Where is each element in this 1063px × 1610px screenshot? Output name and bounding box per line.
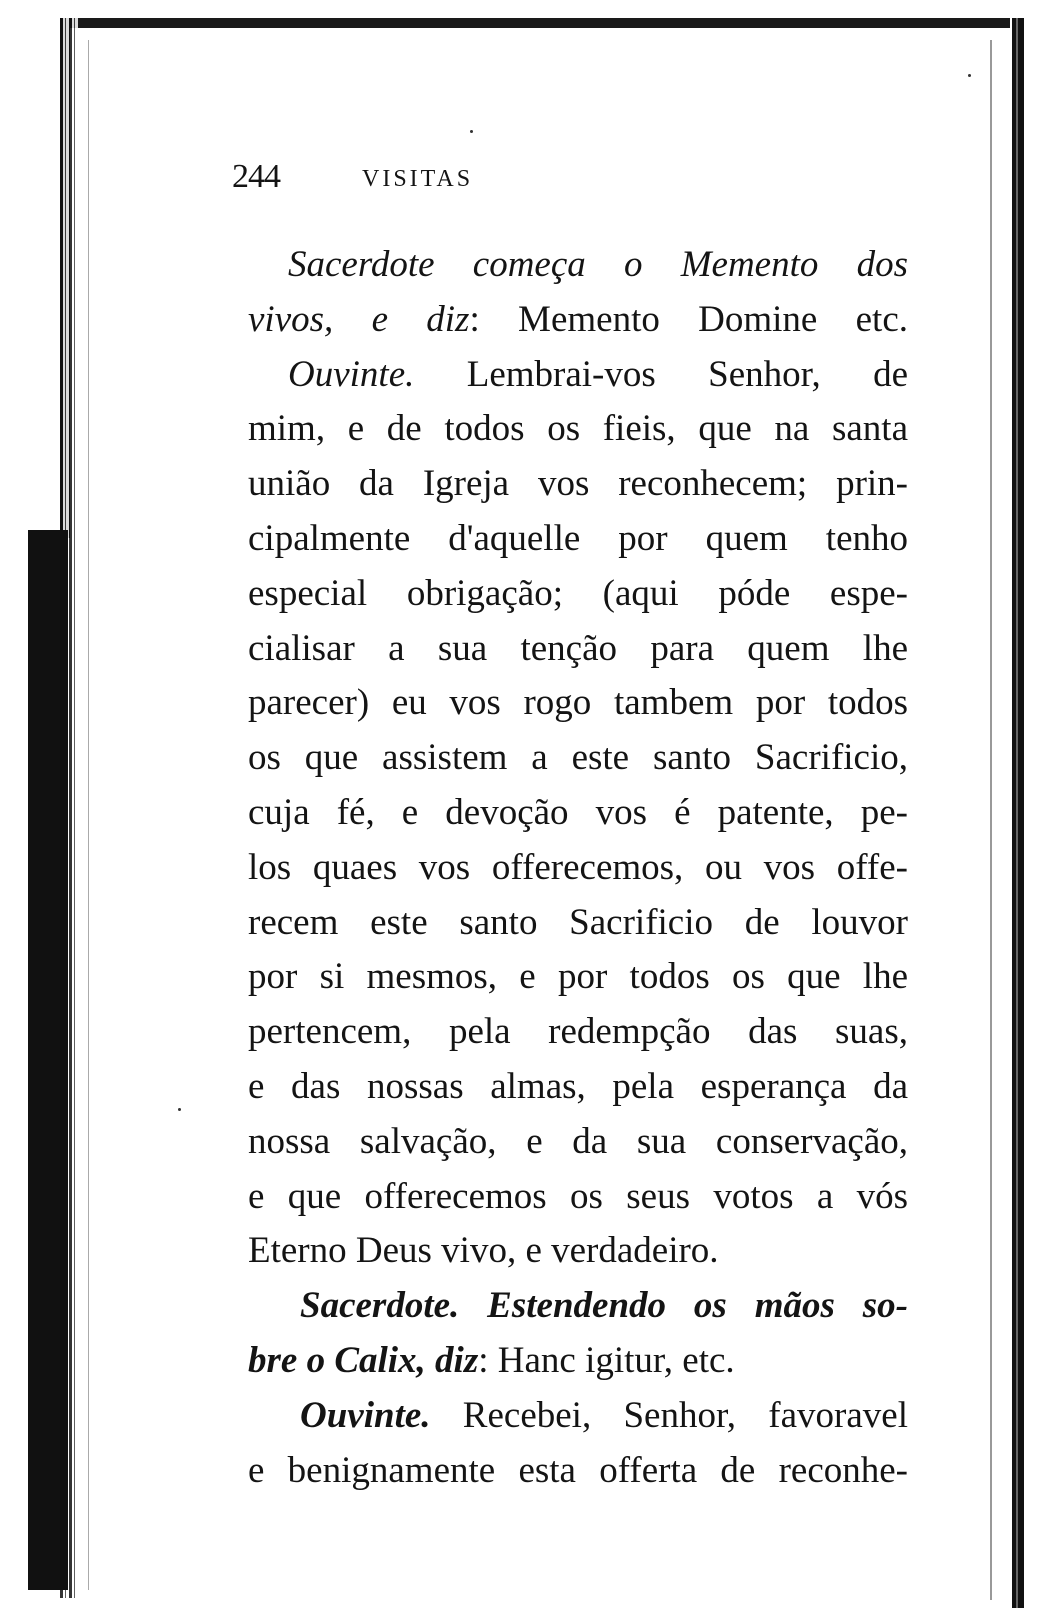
text-line bbox=[248, 512, 908, 567]
text-segment: : Hanc igitur, etc. bbox=[478, 1339, 735, 1381]
text-line bbox=[248, 676, 908, 731]
text-segment: cipalmente d'aquelle por quem tenho bbox=[248, 517, 908, 559]
text-segment: los quaes vos offerecemos, ou vos offe- bbox=[248, 846, 908, 888]
text-line bbox=[248, 1444, 908, 1499]
page-inner-edge-right bbox=[990, 40, 992, 1600]
text-segment: por si mesmos, e por todos os que lhe bbox=[248, 956, 908, 998]
page-frame-right bbox=[1012, 18, 1024, 1608]
scan-speck bbox=[968, 74, 971, 77]
page-frame-left-bottom bbox=[28, 530, 68, 1590]
text-segment: Lembrai-vos Senhor, de bbox=[414, 353, 908, 395]
text-line bbox=[248, 786, 908, 841]
text-segment: união da Igreja vos reconhecem; prin- bbox=[248, 463, 908, 505]
text-line bbox=[248, 622, 908, 677]
text-line bbox=[248, 238, 908, 293]
text-segment: parecer) eu vos rogo tambem por todos bbox=[248, 682, 908, 724]
scan-speck bbox=[178, 1108, 181, 1111]
text-segment: : Memento Domine etc. bbox=[469, 298, 909, 340]
text-segment: e benignamente esta offerta de reconhe- bbox=[248, 1449, 908, 1491]
scan-speck bbox=[470, 130, 473, 133]
text-segment: Sacerdote começa o Memento dos bbox=[288, 244, 908, 285]
text-line bbox=[248, 457, 908, 512]
text-line bbox=[248, 950, 908, 1005]
text-line bbox=[248, 1115, 908, 1170]
running-head: VISITAS bbox=[362, 166, 474, 192]
text-segment: e das nossas almas, pela esperança da bbox=[248, 1065, 908, 1107]
text-line bbox=[248, 1224, 908, 1279]
text-line bbox=[248, 1170, 908, 1225]
page-header bbox=[232, 158, 832, 198]
text-segment: vivos, e diz bbox=[248, 298, 470, 340]
text-segment: mim, e de todos os fieis, que na santa bbox=[248, 408, 908, 450]
text-line bbox=[248, 1005, 908, 1060]
text-line bbox=[248, 402, 908, 457]
text-line bbox=[248, 1334, 908, 1389]
text-segment: Ouvinte. bbox=[288, 353, 415, 395]
text-segment: Recebei, Senhor, favoravel bbox=[430, 1394, 908, 1436]
text-line bbox=[248, 731, 908, 786]
text-segment: recem este santo Sacrificio de louvor bbox=[248, 901, 908, 943]
text-line bbox=[248, 1279, 908, 1334]
text-segment: pertencem, pela redempção das suas, bbox=[248, 1011, 908, 1053]
text-line bbox=[248, 293, 908, 348]
text-segment: Sacerdote. Estendendo os mãos so- bbox=[300, 1285, 908, 1327]
text-line bbox=[248, 1389, 908, 1444]
text-line bbox=[248, 841, 908, 896]
text-segment: especial obrigação; (aqui póde espe- bbox=[248, 572, 908, 614]
text-line bbox=[248, 348, 908, 403]
page-frame-top bbox=[60, 18, 1010, 28]
page-inner-edge bbox=[88, 40, 89, 1590]
text-segment: Eterno Deus vivo, e verdadeiro. bbox=[248, 1230, 719, 1272]
text-line bbox=[248, 1060, 908, 1115]
text-segment: Ouvinte. bbox=[300, 1394, 431, 1436]
text-line bbox=[248, 896, 908, 951]
text-segment: bre o Calix, diz bbox=[248, 1339, 479, 1381]
text-line bbox=[248, 567, 908, 622]
text-segment: nossa salvação, e da sua conservação, bbox=[248, 1120, 908, 1162]
body-text bbox=[248, 238, 908, 1498]
text-segment: cialisar a sua tenção para quem lhe bbox=[248, 627, 908, 669]
page-number: 244 bbox=[232, 158, 280, 195]
text-segment: e que offerecemos os seus votos a vós bbox=[248, 1175, 908, 1217]
text-segment: cuja fé, e devoção vos é patente, pe- bbox=[248, 791, 908, 833]
text-segment: os que assistem a este santo Sacrificio, bbox=[248, 737, 908, 779]
